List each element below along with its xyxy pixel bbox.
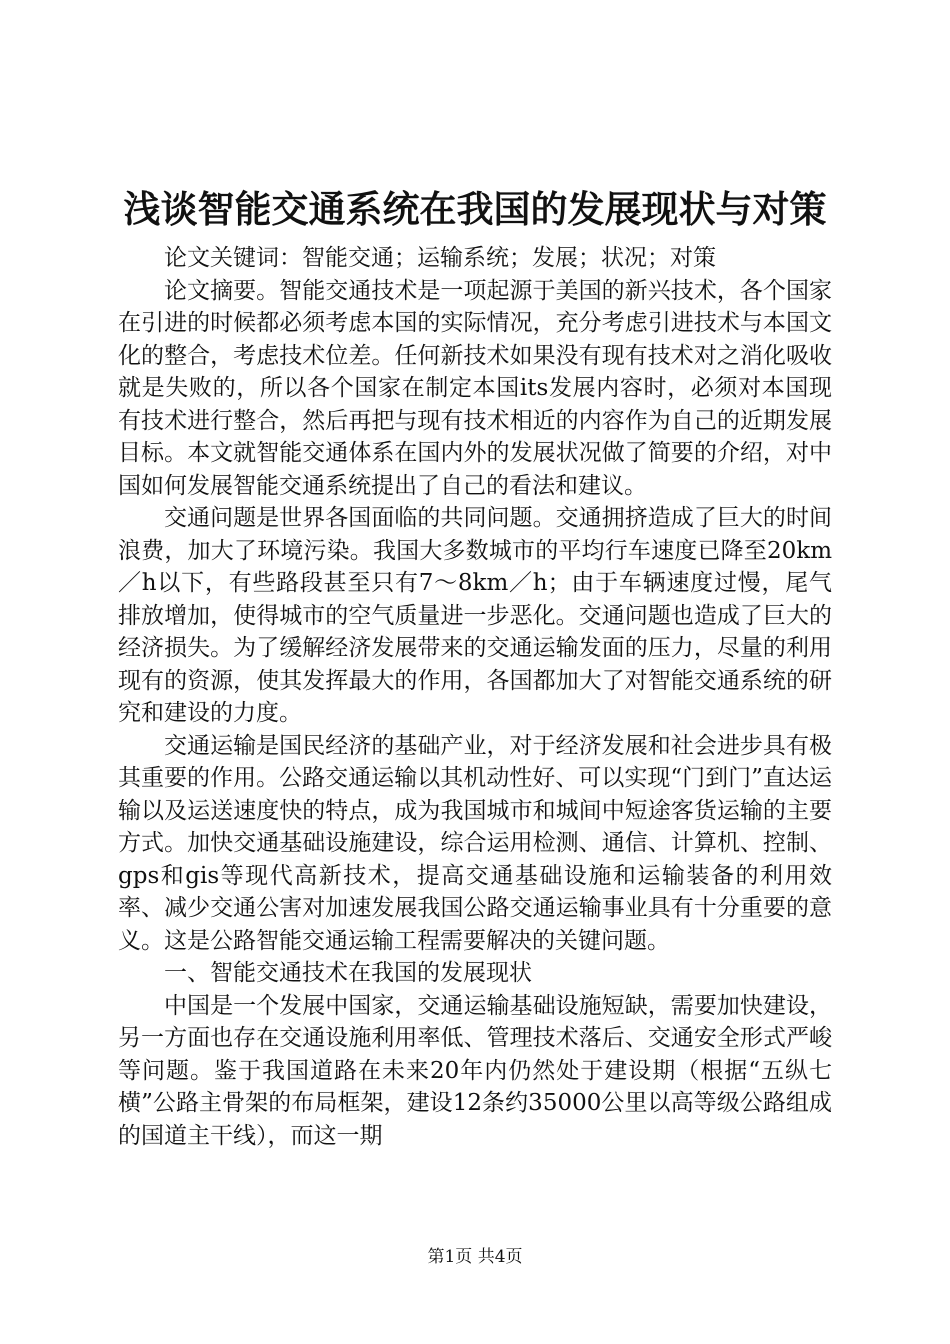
abstract-paragraph: 论文摘要。智能交通技术是一项起源于美国的新兴技术，各个国家在引进的时候都必须考虑本国的实际情况，充分考虑引进技术与本国文化的整合，考虑技术位差。任何新技术如果没有现有技术对之消化吸收就是失败的，所以各个国家在制定本国its发展内容时，必须对本国现有技术进行整合，然后再把与现有技术相近的内容作为自己的近期发展目标。本文就智能交通体系在国内外的发展状况做了简要的介绍，对中国如何发展智能交通系统提出了自己的看法和建议。 — [118, 277, 832, 499]
section-heading: 一、智能交通技术在我国的发展现状 — [164, 960, 532, 986]
page-footer: 第1页 共4页 — [427, 1247, 523, 1267]
document-title: 浅谈智能交通系统在我国的发展现状与对策 — [123, 187, 827, 231]
section-paragraph: 中国是一个发展中国家，交通运输基础设施短缺，需要加快建设，另一方面也存在交通设施利用率低、管理技术落后、交通安全形式严峻等问题。鉴于我国道路在未来20年内仍然处于建设期（根据“五纵七横”公路主骨架的布局框架，建设12条约35000公里以高等级公路组成的国道主干线），而这一期 — [118, 992, 832, 1149]
body-paragraph-1: 交通问题是世界各国面临的共同问题。交通拥挤造成了巨大的时间浪费，加大了环境污染。我国大多数城市的平均行车速度已降至20km／h以下，有些路段甚至只有7～8km／h；由于车辆速度过慢，尾气排放增加，使得城市的空气质量进一步恶化。交通问题也造成了巨大的经济损失。为了缓解经济发展带来的交通运输发面的压力，尽量的利用现有的资源，使其发挥最大的作用，各国都加大了对智能交通系统的研究和建设的力度。 — [118, 505, 832, 726]
keywords-paragraph: 论文关键词：智能交通；运输系统；发展；状况；对策 — [164, 245, 716, 271]
document-page — [118, 182, 832, 1152]
body-paragraph-2: 交通运输是国民经济的基础产业，对于经济发展和社会进步具有极其重要的作用。公路交通运输以其机动性好、可以实现“门到门”直达运输以及运送速度快的特点，成为我国城市和城间中短途客货运输的主要方式。加快交通基础设施建设，综合运用检测、通信、计算机、控制、gps和gis等现代高新技术，提高交通基础设施和运输装备的利用效率、减少交通公害对加速发展我国公路交通运输事业具有十分重要的意义。这是公路智能交通运输工程需要解决的关键问题。 — [118, 732, 832, 954]
